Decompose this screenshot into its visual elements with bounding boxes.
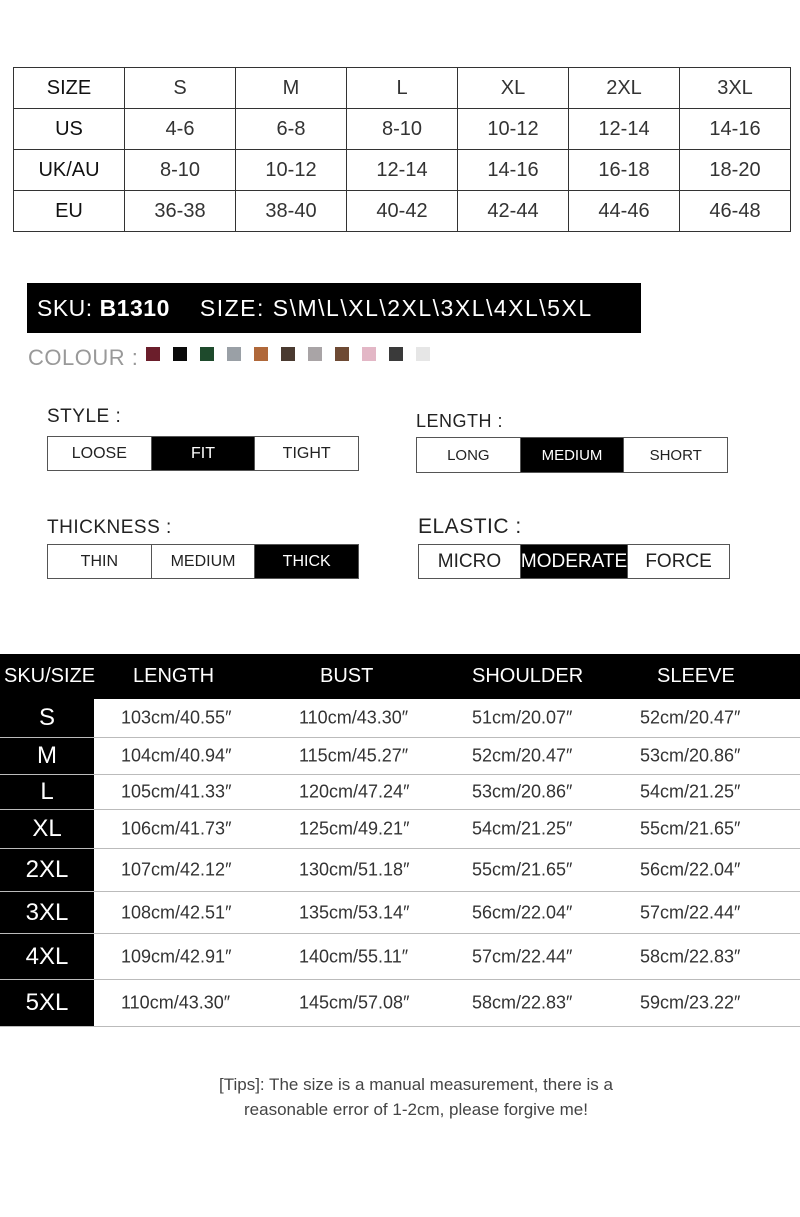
conversion-cell: 18-20 [680, 150, 791, 191]
bust-value: 115cm/45.27″ [299, 745, 409, 766]
measurement-row [0, 738, 800, 775]
size-cell: M [0, 738, 94, 774]
size-cell: 3XL [0, 892, 94, 933]
colour-swatch[interactable] [227, 347, 241, 361]
conversion-cell: 4-6 [125, 109, 236, 150]
length-value: 106cm/41.73″ [121, 818, 232, 839]
measurement-row [0, 699, 800, 738]
elastic-label: ELASTIC : [418, 515, 522, 538]
shoulder-value: 54cm/21.25″ [472, 818, 573, 839]
elastic-selector [418, 544, 730, 579]
length-value: 108cm/42.51″ [121, 902, 232, 922]
conversion-cell: XL [458, 68, 569, 109]
length-value: 109cm/42.91″ [121, 946, 232, 966]
sku-label: SKU: [37, 294, 93, 321]
tips-line-1: [Tips]: The size is a manual measurement, there is a [218, 1075, 613, 1094]
measurement-row [0, 810, 800, 849]
conversion-cell: 46-48 [680, 191, 791, 232]
thickness-option-medium: MEDIUM [152, 545, 256, 578]
conversion-cell: 8-10 [347, 109, 458, 150]
measurement-row [0, 980, 800, 1027]
conversion-cell: 14-16 [680, 109, 791, 150]
conversion-cell: 42-44 [458, 191, 569, 232]
size-cell: S [0, 699, 94, 737]
conversion-cell: 2XL [569, 68, 680, 109]
measurement-row [0, 775, 800, 810]
length-value: 104cm/40.94″ [121, 745, 232, 766]
thickness-selector [47, 544, 359, 579]
sku-banner [27, 283, 641, 333]
size-cell: XL [0, 810, 94, 848]
sleeve-value: 55cm/21.65″ [640, 818, 741, 839]
size-cell: 2XL [0, 849, 94, 891]
thickness-label: THICKNESS : [47, 517, 172, 538]
conversion-cell: 8-10 [125, 150, 236, 191]
size-cell: L [0, 775, 94, 809]
tips-line-2: reasonable error of 1-2cm, please forgive me! [244, 1100, 588, 1119]
conversion-cell: 12-14 [347, 150, 458, 191]
length-value: 110cm/43.30″ [121, 992, 231, 1013]
bust-value: 110cm/43.30″ [299, 707, 409, 728]
sku-label-group [37, 295, 170, 322]
conversion-row [14, 68, 791, 109]
measurement-table-header [0, 654, 800, 699]
header-length: LENGTH [133, 665, 215, 687]
shoulder-value: 58cm/22.83″ [472, 992, 573, 1013]
conversion-cell: 38-40 [236, 191, 347, 232]
conversion-cell: 12-14 [569, 109, 680, 150]
length-value: 103cm/40.55″ [121, 707, 232, 728]
bust-value: 140cm/55.11″ [299, 946, 409, 966]
conversion-cell: 6-8 [236, 109, 347, 150]
conversion-cell: 10-12 [458, 109, 569, 150]
bust-value: 120cm/47.24″ [299, 781, 410, 802]
length-value: 105cm/41.33″ [121, 781, 232, 802]
sku-value: B1310 [99, 294, 170, 321]
conversion-cell: 44-46 [569, 191, 680, 232]
colour-swatches [146, 347, 443, 361]
size-cell: 5XL [0, 980, 94, 1026]
thickness-option-thick: THICK [255, 545, 358, 578]
sleeve-value: 53cm/20.86″ [640, 745, 741, 766]
length-option-long: LONG [417, 438, 521, 472]
style-selector [47, 436, 359, 471]
available-sizes: SIZE: S\M\L\XL\2XL\3XL\4XL\5XL [199, 294, 593, 321]
style-label: STYLE : [47, 406, 122, 427]
conversion-row [14, 150, 791, 191]
shoulder-value: 53cm/20.86″ [472, 781, 573, 802]
conversion-row-label: US [14, 109, 125, 150]
thickness-option-thin: THIN [48, 545, 152, 578]
sleeve-value: 58cm/22.83″ [640, 946, 741, 966]
shoulder-value: 57cm/22.44″ [472, 946, 573, 966]
conversion-row [14, 109, 791, 150]
conversion-cell: 36-38 [125, 191, 236, 232]
colour-label: COLOUR : [28, 345, 139, 370]
measurement-row [0, 934, 800, 980]
style-option-loose: LOOSE [48, 437, 152, 470]
conversion-cell: 10-12 [236, 150, 347, 191]
conversion-cell: L [347, 68, 458, 109]
elastic-option-moderate: MODERATE [521, 545, 628, 578]
header-sku-size: SKU/SIZE [4, 665, 96, 687]
colour-swatch[interactable] [335, 347, 349, 361]
measurement-row [0, 892, 800, 934]
colour-swatch[interactable] [254, 347, 268, 361]
bust-value: 135cm/53.14″ [299, 902, 410, 922]
bust-value: 145cm/57.08″ [299, 992, 410, 1013]
conversion-cell: S [125, 68, 236, 109]
conversion-cell: 40-42 [347, 191, 458, 232]
header-sleeve: SLEEVE [657, 665, 735, 687]
conversion-cell: 3XL [680, 68, 791, 109]
colour-swatch[interactable] [200, 347, 214, 361]
conversion-cell: 14-16 [458, 150, 569, 191]
sleeve-value: 52cm/20.47″ [640, 707, 741, 728]
conversion-row-label: EU [14, 191, 125, 232]
header-bust: BUST [320, 665, 374, 687]
elastic-option-force: FORCE [645, 550, 712, 572]
length-option-medium: MEDIUM [521, 438, 625, 472]
length-selector [416, 437, 728, 473]
tips-note [0, 1072, 800, 1122]
sleeve-value: 57cm/22.44″ [640, 902, 741, 922]
style-option-tight: TIGHT [282, 444, 331, 462]
length-value: 107cm/42.12″ [121, 859, 232, 880]
conversion-cell: M [236, 68, 347, 109]
shoulder-value: 51cm/20.07″ [472, 707, 573, 728]
size-cell: 4XL [0, 934, 94, 979]
bust-value: 125cm/49.21″ [299, 818, 410, 839]
colour-swatch[interactable] [146, 347, 160, 361]
colour-swatch[interactable] [281, 347, 295, 361]
colour-swatch[interactable] [308, 347, 322, 361]
conversion-row [14, 191, 791, 232]
elastic-option-micro: MICRO [419, 545, 521, 578]
conversion-cell: 16-18 [569, 150, 680, 191]
sleeve-value: 54cm/21.25″ [640, 781, 741, 802]
shoulder-value: 55cm/21.65″ [472, 859, 573, 880]
size-conversion-table [13, 67, 791, 232]
colour-swatch[interactable] [416, 347, 430, 361]
conversion-row-label: UK/AU [14, 150, 125, 191]
colour-swatch[interactable] [173, 347, 187, 361]
shoulder-value: 56cm/22.04″ [472, 902, 573, 922]
sleeve-value: 56cm/22.04″ [640, 859, 741, 880]
style-option-fit: FIT [152, 437, 256, 470]
bust-value: 130cm/51.18″ [299, 859, 410, 880]
colour-swatch[interactable] [362, 347, 376, 361]
sleeve-value: 59cm/23.22″ [640, 992, 741, 1013]
length-label: LENGTH : [416, 411, 504, 431]
conversion-row-label: SIZE [14, 68, 125, 109]
colour-swatch[interactable] [389, 347, 403, 361]
shoulder-value: 52cm/20.47″ [472, 745, 573, 766]
length-option-short: SHORT [649, 446, 702, 464]
measurement-row [0, 849, 800, 892]
header-shoulder: SHOULDER [472, 665, 584, 687]
